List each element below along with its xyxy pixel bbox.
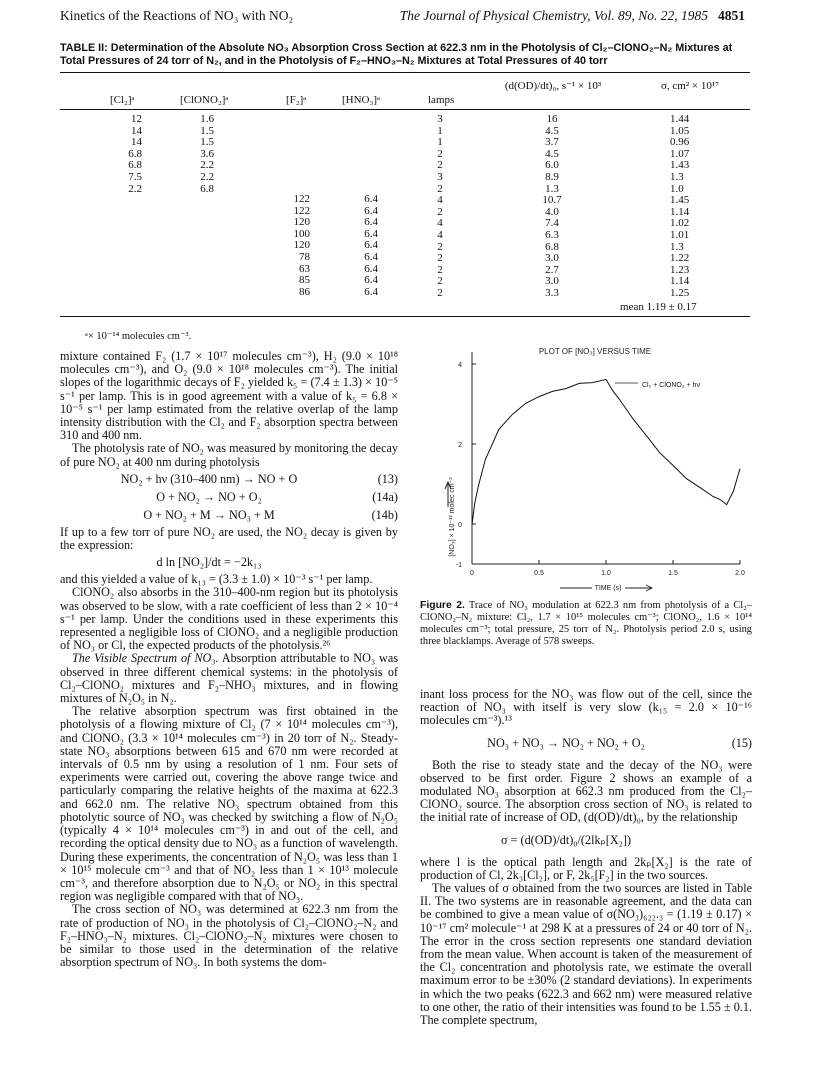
figure-2-plot	[420, 342, 750, 592]
table-column-f2	[280, 194, 310, 298]
table-cell: 2	[437, 263, 443, 276]
paragraph-text: Absorption attributable to NO₃ was observed in three different chemical systems: in the photolysis of Cl₂–ClONO₂ mixtures and F₂–NHO₃ mixtures, and in flowing mixtures of N₂O₅ in N₂.	[60, 651, 398, 706]
table-cell: 14	[131, 124, 142, 137]
table-cell: 6.8	[128, 159, 142, 172]
table-cell: 7.5	[128, 170, 142, 183]
table-cell: 1.45	[670, 194, 690, 207]
table-cell: 2.2	[128, 182, 142, 195]
equation-number: (13)	[377, 471, 398, 486]
table-cell: 78	[299, 250, 310, 263]
paragraph: where l is the optical path length and 2kₚ[X₂] is the rate of production of Cl, 2k₃[Cl₂], or F, 2k₅[F₂] in the two sources.	[420, 854, 752, 882]
table-cell: 3.3	[545, 286, 559, 299]
figure-label: Figure 2.	[420, 600, 465, 611]
x-tick-label: 1.0	[601, 570, 611, 577]
equation-text: O + NO₂ → NO + O₂	[156, 489, 262, 504]
table-cell: 2	[437, 182, 443, 195]
table-cell: 6.0	[545, 159, 559, 172]
table-cell: 122	[293, 204, 310, 217]
x-tick-label: 2.0	[735, 570, 745, 577]
table-cell: 86	[299, 285, 310, 298]
table-cell: 4.5	[545, 147, 559, 160]
page-number: 4851	[718, 8, 745, 23]
paragraph: and this yielded a value of k₁₃ = (3.3 ± 1.0) × 10⁻³ s⁻¹ per lamp.	[60, 572, 373, 587]
table-column-dod	[532, 114, 572, 300]
paragraph-visible-spectrum	[60, 652, 398, 705]
table-cell: 1.07	[670, 147, 690, 160]
table-cell: 2.2	[200, 159, 214, 172]
table-column-clono2	[184, 114, 214, 195]
paragraph: Both the rise to steady state and the decay of the NO₃ were observed to be first order. Figure 2 shows an example of a modulated NO₃ absorption at 662.3 nm produced from the Cl₂–ClONO₂ source. The absorption cross section of NO₃ is related to the initial rate of increase of OD, (d(OD)/dt)₀, by the relationship	[420, 757, 752, 825]
equation-text: O + NO₂ + M → NO₃ + M	[143, 507, 275, 522]
table-cell: 6.4	[364, 216, 378, 229]
table-cell: 1.02	[670, 217, 690, 230]
table-cell: 2.2	[200, 170, 214, 183]
table-cell: 4	[437, 217, 443, 230]
plot-legend: Cl₂ + ClONO₂ + hν	[642, 382, 700, 389]
table-cell: 6.4	[364, 274, 378, 287]
figure-2-caption	[420, 600, 752, 648]
paragraph: ClONO₂ also absorbs in the 310–400-nm region but its photolysis was observed to be slow, with a rate coefficient of less than 2 × 10⁻⁴ s⁻¹ per lamp. Under the conditions used in these experiments this represented a negligible loss of ClONO₂ and a negligible production of NO₃ or Cl, the expected products of the photolysis.²⁶	[60, 585, 398, 653]
table-column-lamps	[430, 114, 450, 300]
table-cell: 3.0	[545, 275, 559, 288]
y-tick-label: 0	[458, 522, 462, 529]
paragraph: inant loss process for the NO₃ was flow out of the cell, since the reaction of NO₃ with itself is very slow (k₁₅ = 2.0 × 10⁻¹⁶ molecules cm⁻³).¹³	[420, 687, 752, 728]
table-cell: 1.5	[200, 124, 214, 137]
table-cell: 14	[131, 136, 142, 149]
left-text-column	[60, 350, 398, 969]
col-header-f2: [F₂]ᵃ	[286, 94, 307, 106]
equation-14a	[60, 490, 398, 505]
table-cell: 1.3	[670, 170, 684, 183]
table-caption: TABLE II: Determination of the Absolute NO₃ Absorption Cross Section at 622.3 nm in the Photolysis of Cl₂–ClONO₂–N₂ Mixtures at Total Pressures of 24 torr of N₂, and in the Photolysis of F₂–HNO₃–N₂ Mixtures at Total Pressures of 40 torr	[60, 42, 733, 67]
table-cell: 3.6	[200, 147, 214, 160]
table-cell: 85	[299, 274, 310, 287]
col-header-dod: (d(OD)/dt)₀, s⁻¹ × 10³	[504, 80, 602, 92]
equation-text: NO₂ + hν (310–400 nm) → NO + O	[120, 471, 298, 486]
table-cell: 1.6	[200, 113, 214, 125]
table-cell: 6.4	[364, 285, 378, 298]
x-tick-label: 1.5	[668, 570, 678, 577]
table-column-hno3	[348, 194, 378, 298]
table-cell: 1.22	[670, 252, 690, 265]
table-cell: 2.7	[545, 263, 559, 276]
y-tick-label: -1	[455, 562, 462, 569]
section-subhead: The Visible Spectrum of NO₃.	[72, 651, 219, 666]
table-cell: 1.3	[670, 240, 684, 253]
table-cell: 6.4	[364, 239, 378, 252]
journal-citation: The Journal of Physical Chemistry, Vol. 89, No. 22, 1985	[399, 8, 708, 23]
equation-number: (14b)	[371, 507, 398, 522]
table-cell: 2	[437, 147, 443, 160]
axis-ticks	[456, 362, 745, 577]
table-cell: 6.4	[364, 262, 378, 275]
table-cell: 6.8	[545, 240, 559, 253]
x-tick-label: 0	[470, 570, 474, 577]
table-cell: 4	[437, 194, 443, 207]
table-cell: 0.96	[670, 136, 690, 149]
col-header-lamps: lamps	[428, 94, 455, 106]
table-cell: 6.4	[364, 250, 378, 263]
table-header-rule	[60, 109, 750, 110]
table-cell: 6.8	[200, 182, 214, 195]
paragraph: The values of σ obtained from the two sources are listed in Table II. The two systems are in reasonable agreement, and the data can be combined to give a mean value of σ(NO₃)₆₂₂.₃ = (1.19 ± 0.17) × 10⁻¹⁷ cm² molecule⁻¹ at 298 K at a pressures of 24 or 40 torr of N₂. The error in the cross section represents one standard deviation from the mean value. When account is taken of the measurement of the Cl₂ concentration and photolysis rate, we estimate the overall maximum error to be ±30% (2 standard deviations). In experiments in which the two peaks (622.3 and 662 nm) were measured relative to one other, the ratio of their intensities was found to be 1.55 ± 0.1. The complete spectrum,	[420, 881, 752, 1028]
figure-caption-text: Trace of NO₃ modulation at 622.3 nm from photolysis of a Cl₂–ClONO₂–N₂ mixture: Cl₂, 1.7 × 10¹⁵ molecules cm⁻³; ClONO₂, 1.6 × 10¹⁴ molecules cm⁻³; total pressure, 25 torr of N₂. Photolysis period 2.0 s, using three blacklamps. Average of 578 sweeps.	[420, 600, 752, 647]
table-cell: 4	[437, 228, 443, 241]
table-cell: 1.23	[670, 263, 690, 276]
right-text-column	[420, 688, 752, 1027]
table-cell: 2	[437, 252, 443, 265]
table-cell: 1.3	[545, 182, 559, 195]
table-cell: 1	[437, 124, 443, 137]
table-bottom-rule	[60, 316, 750, 317]
table-cell: 2	[437, 205, 443, 218]
plot-title: PLOT OF [NO₃] VERSUS TIME	[538, 347, 652, 356]
equation-text: σ = (d(OD)/dt)₀/(2lkₚ[X₂])	[500, 832, 632, 847]
table-cell: 1.14	[670, 205, 690, 218]
table-cell: 1.44	[670, 113, 690, 125]
table-cell: 1.25	[670, 286, 690, 299]
table-top-rule	[60, 72, 750, 73]
y-axis-label: [NO₃] × 10⁻¹² molec cm⁻³	[449, 477, 456, 557]
col-header-cl2: [Cl₂]ᵃ	[110, 94, 135, 106]
table-cell: 16	[546, 113, 558, 125]
col-header-sigma: σ, cm² × 10¹⁷	[660, 80, 719, 92]
table-cell: 6.4	[364, 204, 378, 217]
table-cell: 1.14	[670, 275, 690, 288]
paragraph: The photolysis rate of NO₂ was measured by monitoring the decay of pure NO₂ at 400 nm during photolysis	[60, 441, 398, 469]
table-mean-value: mean 1.19 ± 0.17	[620, 301, 697, 313]
x-axis-label: TIME (s)	[594, 585, 622, 592]
table-cell: 1	[437, 136, 443, 149]
equation-number: (14a)	[372, 489, 398, 504]
equation-text: d ln [NO₂]/dt = −2k₁₃	[156, 555, 262, 570]
table-cell: 120	[293, 216, 310, 229]
table-cell: 2	[437, 275, 443, 288]
table-cell: 6.4	[364, 193, 378, 205]
table-cell: 2	[437, 286, 443, 299]
table-cell: 4.0	[545, 205, 559, 218]
table-column-sigma	[670, 114, 710, 300]
paragraph: mixture contained F₂ (1.7 × 10¹⁷ molecules cm⁻³), H₂ (9.0 × 10¹⁸ molecules cm⁻³), and O₂ (9.0 × 10¹⁸ molecules cm⁻³). The initial slopes of the logarithmic decays of F₂ yielded k₅ = (7.4 ± 1.3) × 10⁻⁵ s⁻¹ per lamp. This is in good agreement with a value of k₅ = 6.8 × 10⁻⁵ s⁻¹ per lamp estimated from the relative overlap of the lamp intensity distribution with the Cl₂ and F₂ absorption spectra between 310 and 400 nm.	[60, 349, 398, 443]
equation-number: (15)	[731, 735, 752, 750]
table-cell: 2	[437, 240, 443, 253]
table-cell: 1.01	[670, 228, 690, 241]
y-tick-label: 4	[458, 362, 462, 369]
col-header-hno3: [HNO₃]ᵃ	[342, 94, 381, 106]
table-cell: 1.05	[670, 124, 690, 137]
table-cell: 8.9	[545, 170, 559, 183]
equation-sigma	[420, 833, 752, 848]
table-cell: 3.7	[545, 136, 559, 149]
nitrate-concentration-trace	[472, 379, 740, 524]
table-cell: 3.0	[545, 252, 559, 265]
equation-13	[60, 472, 398, 487]
running-header-title: Kinetics of the Reactions of NO₃ with NO₂	[60, 8, 294, 23]
equation-decay	[60, 555, 398, 570]
table-cell: 4.5	[545, 124, 559, 137]
table-column-cl2	[112, 114, 142, 195]
table-cell: 3	[437, 170, 443, 183]
table-cell: 6.3	[545, 228, 559, 241]
table-cell: 6.4	[364, 227, 378, 240]
table-cell: 122	[293, 193, 310, 205]
table-footnote: ᵃ× 10⁻¹⁴ molecules cm⁻³.	[85, 331, 192, 342]
equation-14b	[60, 508, 398, 523]
table-cell: 63	[299, 262, 310, 275]
table-cell: 2	[437, 159, 443, 172]
running-header-journal	[400, 8, 745, 24]
equation-text: NO₃ + NO₃ → NO₂ + NO₂ + O₂	[487, 735, 645, 750]
table-cell: 120	[293, 239, 310, 252]
y-tick-label: 2	[458, 442, 462, 449]
table-cell: 1.5	[200, 136, 214, 149]
paragraph: The cross section of NO₃ was determined at 622.3 nm from the rate of production of NO₃ in the photolysis of Cl₂–ClONO₂–N₂ and F₂–HNO₃–N₂ mixtures. Cl₂–ClONO₂–N₂ mixtures were chosen to be similar to those used in the determination of the relative absorption spectrum of NO₃. In both systems the dom-	[60, 902, 398, 970]
table-cell: 12	[131, 113, 142, 125]
table-cell: 1.0	[670, 182, 684, 195]
table-cell: 6.8	[128, 147, 142, 160]
table-cell: 10.7	[542, 194, 562, 207]
paragraph: The relative absorption spectrum was first obtained in the photolysis of a flowing mixture of Cl₂ (7 × 10¹⁴ molecules cm⁻³), and ClONO₂ (3.3 × 10¹⁴ molecules cm⁻³) in 20 torr of N₂. Steady-state NO₃ absorptions between 615 and 670 nm were recorded at intervals of 0.5 nm by using a resolution of 1 nm. Four sets of experiments were carried out, covering the above range twice and particularly comparing the relative heights of the maxima at 622.3 and 662.0 nm. The relative NO₃ spectrum obtained from this photolytic source of NO₃ was checked by switching a flow of N₂O₅ (typically 4 × 10¹⁴ molecules cm⁻³) in and out of the cell, and recording the optical density due to NO₃ as a function of wavelength. During these experiments, the concentration of N₂O₅ was less than 1 × 10¹⁵ molecule cm⁻³ and that of NO₂ less than 1 × 10¹³ molecule cm⁻³, and therefore absorption due to N₂O₅ or NO₂ in this spectral region was negligible compared with that of NO₃.	[60, 704, 398, 904]
equation-15	[420, 736, 752, 751]
x-tick-label: 0.5	[534, 570, 544, 577]
table-cell: 1.43	[670, 159, 690, 172]
table-cell: 100	[293, 227, 310, 240]
table-cell: 3	[437, 113, 443, 125]
col-header-clono2: [ClONO₂]ᵃ	[180, 94, 229, 106]
paragraph: If up to a few torr of pure NO₂ are used, the NO₂ decay is given by the expression:	[60, 524, 398, 553]
table-cell: 7.4	[545, 217, 559, 230]
